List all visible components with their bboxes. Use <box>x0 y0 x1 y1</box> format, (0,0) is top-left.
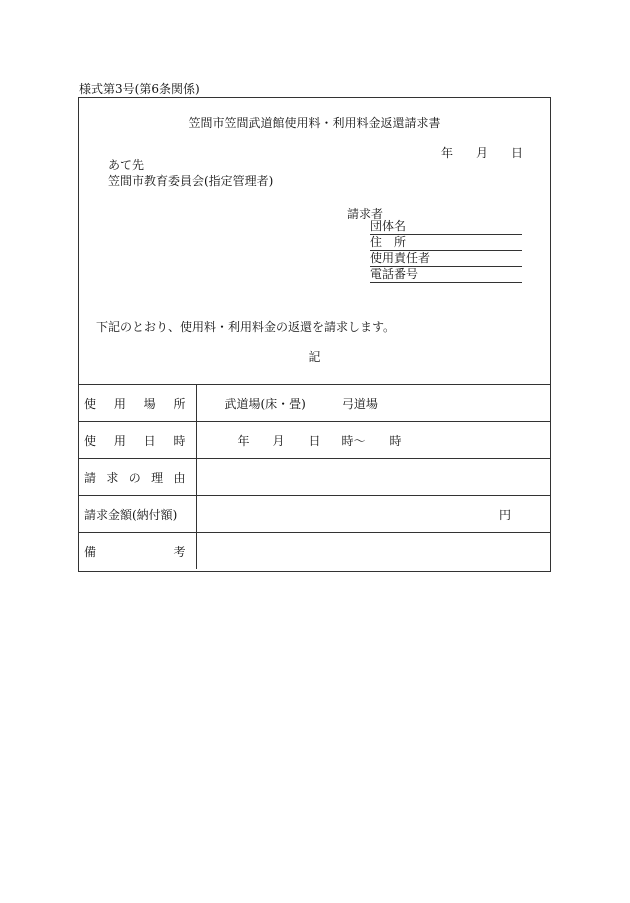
date-month-label: 月 <box>475 146 488 160</box>
datetime-label <box>84 432 186 449</box>
label-char: 備 <box>84 544 97 559</box>
table-row <box>78 496 551 533</box>
table-row <box>78 459 551 496</box>
label-char: 日 <box>143 433 156 448</box>
detail-table <box>78 384 551 569</box>
request-statement: 下記のとおり、使用料・利用料金の返還を請求します。 <box>96 320 396 334</box>
label-char: 請 <box>84 470 97 485</box>
place-label-cell <box>78 385 196 422</box>
ki-heading: 記 <box>308 350 321 364</box>
remarks-label-cell <box>78 533 196 570</box>
datetime-value-cell[interactable] <box>196 422 551 459</box>
label-char: 理 <box>151 470 164 485</box>
group-name-label: 団体名 <box>370 219 407 233</box>
label-char: 用 <box>113 396 126 411</box>
amount-unit: 円 <box>498 507 511 522</box>
label-char: 求 <box>106 470 119 485</box>
reason-label <box>84 469 186 486</box>
address-label: 住所 <box>370 235 419 249</box>
document-title: 笠間市笠間武道館使用料・利用料金返還請求書 <box>188 116 441 130</box>
responsible-person-field[interactable] <box>370 251 522 267</box>
form-frame <box>78 97 551 572</box>
address-field[interactable] <box>370 235 522 251</box>
date-day-label: 日 <box>510 146 523 160</box>
place-value-cell[interactable] <box>196 385 551 422</box>
label-char: 所 <box>173 396 186 411</box>
amount-label: 請求金額(納付額) <box>84 507 178 522</box>
label-char: 使 <box>84 433 97 448</box>
datetime-year-unit: 年 <box>237 433 250 448</box>
date-line <box>441 144 523 161</box>
datetime-label-cell <box>78 422 196 459</box>
recipient-name: 笠間市教育委員会(指定管理者) <box>108 174 274 188</box>
table-row <box>78 385 551 422</box>
reason-value-cell[interactable] <box>196 459 551 496</box>
applicant-fields <box>370 219 522 283</box>
group-name-field[interactable] <box>370 219 522 235</box>
place-option-budojo[interactable]: 武道場(床・畳) <box>224 396 306 411</box>
phone-label: 電話番号 <box>370 267 419 281</box>
label-char: 用 <box>113 433 126 448</box>
datetime-day-unit: 日 <box>308 433 321 448</box>
phone-field[interactable] <box>370 267 522 283</box>
place-option-kyudojo[interactable]: 弓道場 <box>341 396 378 411</box>
remarks-label <box>84 543 186 560</box>
table-row <box>78 422 551 459</box>
label-char: 考 <box>173 544 186 559</box>
table-row <box>78 533 551 570</box>
amount-value-cell[interactable] <box>196 496 551 533</box>
remarks-value-cell[interactable] <box>196 533 551 570</box>
datetime-start-hour-unit: 時〜 <box>341 433 366 448</box>
label-char: の <box>128 470 141 485</box>
label-char: 由 <box>173 470 186 485</box>
recipient-prefix: あて先 <box>108 158 145 172</box>
datetime-end-hour-unit: 時 <box>389 433 402 448</box>
label-char: 場 <box>143 396 156 411</box>
amount-label-cell <box>78 496 196 533</box>
responsible-person-label: 使用責任者 <box>370 251 431 265</box>
datetime-month-unit: 月 <box>272 433 285 448</box>
form-number: 様式第3号(第6条関係) <box>79 82 200 96</box>
reason-label-cell <box>78 459 196 496</box>
label-char: 時 <box>173 433 186 448</box>
place-label <box>84 395 186 412</box>
applicant-heading: 請求者 <box>347 207 384 221</box>
recipient-block <box>108 157 273 189</box>
label-char: 使 <box>84 396 97 411</box>
date-year-label: 年 <box>441 146 454 160</box>
